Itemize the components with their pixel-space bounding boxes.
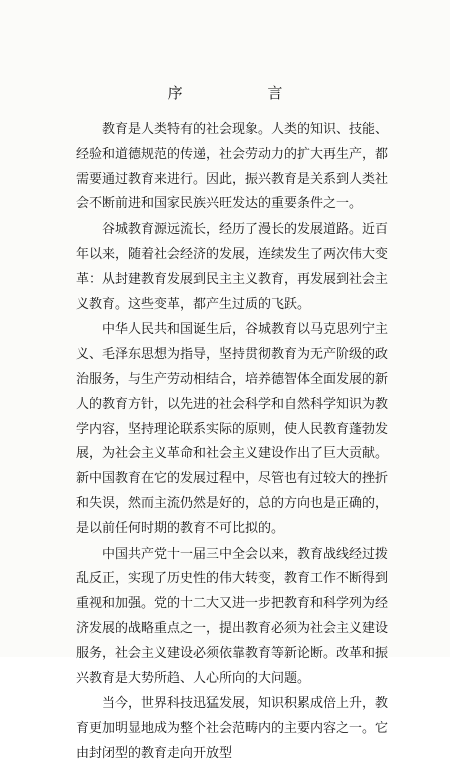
- preface-body: [76, 118, 388, 768]
- paragraph-2: 谷城教育源远流长，经历了漫长的发展道路。近百年以来，随着社会经济的发展，连续发生了两次伟大变革：从封建教育发展到民主主义教育，再发展到社会主义教育。这些变革，都产生过质的飞跃。: [76, 222, 389, 312]
- paragraph-3: 中华人民共和国诞生后，谷城教育以马克思列宁主义、毛泽东思想为指导，坚持贯彻教育为无产阶级的政治服务，与生产劳动相结合，培养德智体全面发展的新人的教育方针，以先进的社会科学和自然科学知识为教学内容，坚持理论联系实际的原则，使人民教育蓬勃发展，为社会主义革命和社会主义建设作出了巨大贡献。新中国教育在它的发展过程中，尽管也有过较大的挫折和失误，然而主流仍然是好的，总的方向也是正确的，是以前任何时期的教育不可比拟的。: [76, 322, 389, 536]
- paragraph-5: 当今，世界科技迅猛发展，知识积累成倍上升，教育更加明显地成为整个社会范畴内的主要内容之一。它由封闭型的教育走向开放型: [76, 696, 389, 761]
- paragraph-1: 教育是人类特有的社会现象。人类的知识、技能、经验和道德规范的传递，社会劳动力的扩大再生产，都需要通过教育来进行。因此，振兴教育是关系到人类社会不断前进和国家民族兴旺发达的重要条件之一。: [76, 122, 389, 212]
- page-title: 序 言: [167, 84, 323, 102]
- paragraph-4: 中国共产党十一届三中全会以来，教育战线经过拨乱反正，实现了历史性的伟大转变，教育工作不断得到重视和加强。党的十二大又进一步把教育和科学列为经济发展的战略重点之一，提出教育必须为社会主义建设服务，社会主义建设必须依靠教育等新论断。改革和振兴教育是大势所趋、人心所向的大问题。: [76, 546, 389, 686]
